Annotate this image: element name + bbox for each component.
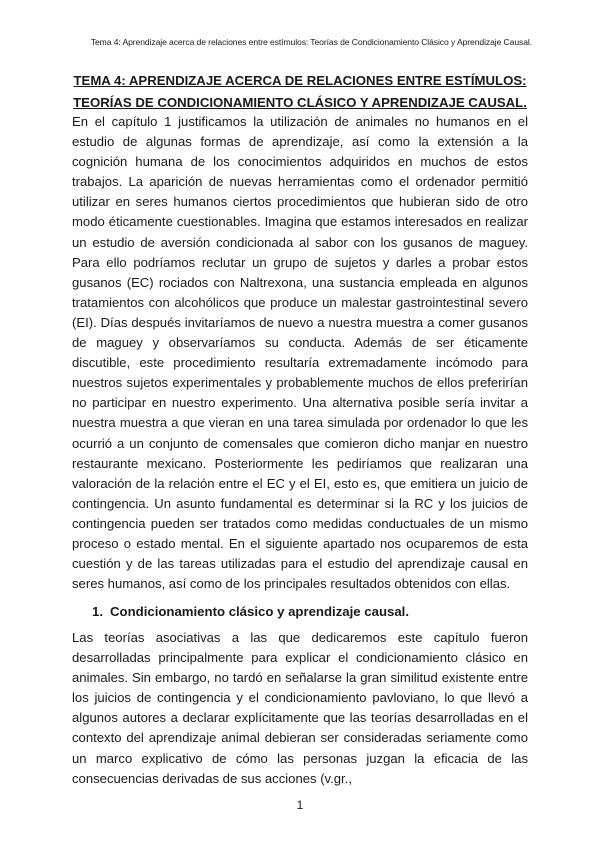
- running-header: Tema 4: Aprendizaje acerca de relaciones entre estímulos: Teorías de Condicionamiento Clásico y Aprendizaje Causal.: [90, 37, 532, 47]
- section-title: Condicionamiento clásico y aprendizaje causal.: [110, 604, 410, 619]
- section-heading: [92, 604, 409, 619]
- section-paragraph: Las teorías asociativas a las que dedicaremos este capítulo fueron desarrolladas principalmente para explicar el condicionamiento clásico en animales. Sin embargo, no tardó en señalarse la gran similitud existente entre los juicios de contingencia y el condicionamiento pavloviano, lo que llevó a algunos autores a declarar explícitamente que las teorías desarrolladas en el contexto del aprendizaje animal debieran ser consideradas seriamente como un marco explicativo de cómo las personas juzgan la eficacia de las consecuencias derivadas de sus acciones (v.gr.,: [72, 630, 528, 786]
- chapter-title: [72, 70, 528, 114]
- chapter-title-line-2: TEORÍAS DE CONDICIONAMIENTO CLÁSICO Y APRENDIZAJE CAUSAL.: [73, 95, 527, 110]
- chapter-title-line-1: TEMA 4: APRENDIZAJE ACERCA DE RELACIONES ENTRE ESTÍMULOS:: [73, 73, 527, 88]
- page-number: 1: [296, 798, 304, 812]
- section-number: 1.: [92, 604, 103, 619]
- intro-paragraph: En el capítulo 1 justificamos la utilización de animales no humanos en el estudio de algunas formas de aprendizaje, así como la extensión a la cognición humana de los conocimientos adquiridos en muchos de estos trabajos. La aparición de nuevas herramientas como el ordenador permitió utilizar en seres humanos ciertos procedimientos que hubieran sido de otro modo éticamente cuestionables. Imagina que estamos interesados en realizar un estudio de aversión condicionada al sabor con los gusanos de maguey. Para ello podríamos reclutar un grupo de sujetos y darles a probar estos gusanos (EC) rociados con Naltrexona, una sustancia empleada en algunos tratamientos con alcohólicos que produce un malestar gastrointestinal severo (EI). Días después invitaríamos de nuevo a nuestra muestra a comer gusanos de maguey y observaríamos su conducta. Además de ser éticamente discutible, este procedimiento resultaría extremadamente incómodo para nuestros sujetos experimentales y probablemente muchos de ellos preferirían no participar en nuestro experimento. Una alternativa posible sería invitar a nuestra muestra a que vieran en una tarea simulada por ordenador lo que les ocurrió a un conjunto de comensales que comieron dicho manjar en nuestro restaurante mexicano. Posteriormente les pediríamos que realizaran una valoración de la relación entre el EC y el EI, esto es, que emitiera un juicio de contingencia. Un asunto fundamental es determinar si la RC y los juicios de contingencia pueden ser tratados como medidas conductuales de un mismo proceso o estado mental. En el siguiente apartado nos ocuparemos de esta cuestión y de las tareas utilizadas para el estudio del aprendizaje causal en seres humanos, así como de los principales resultados obtenidos con ellas.: [72, 114, 528, 592]
